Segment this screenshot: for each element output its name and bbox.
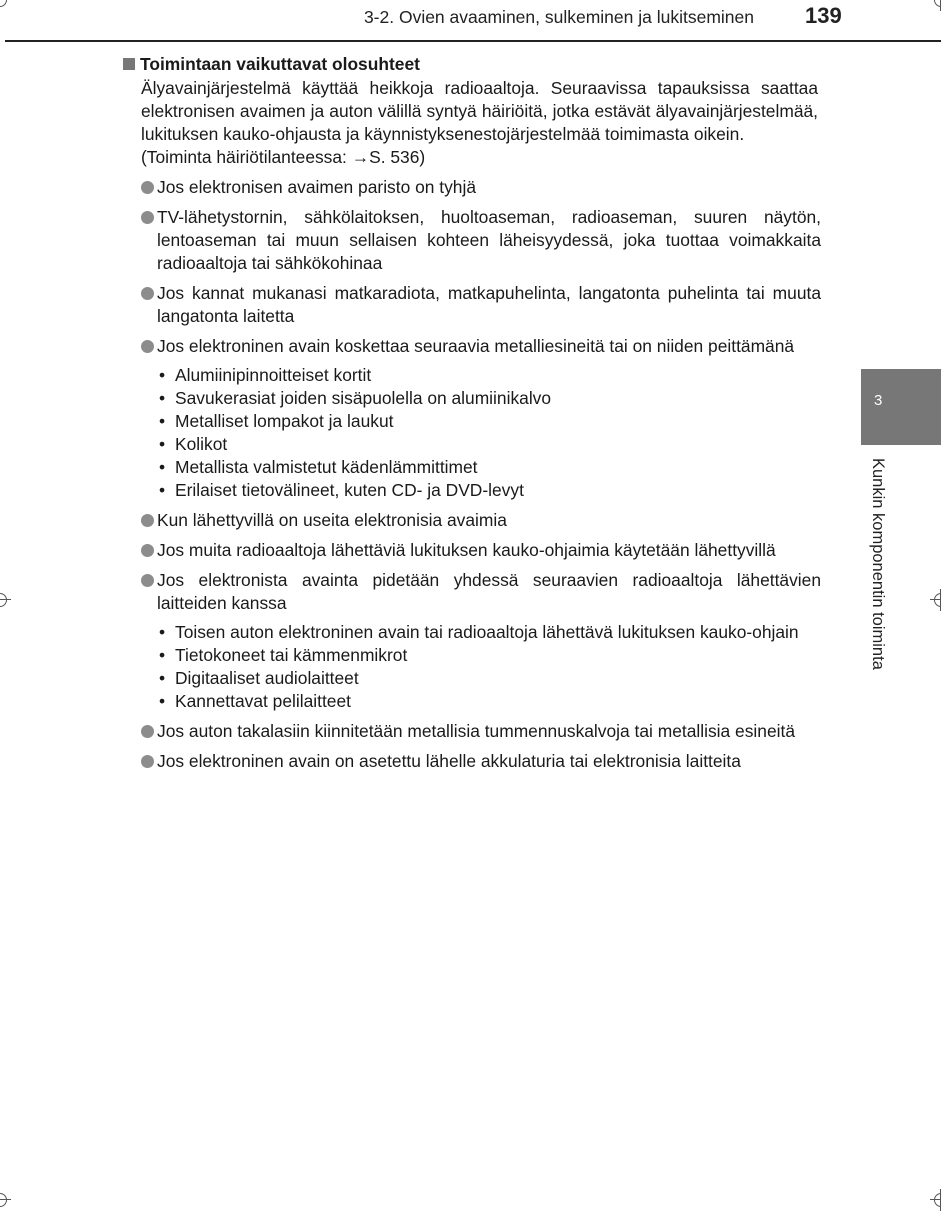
sublist-item: [123, 456, 823, 479]
sublist-item-text: Metalliset lompakot ja laukut: [175, 411, 394, 431]
crop-mark-icon: [0, 0, 11, 11]
middot-bullet-icon: •: [159, 411, 166, 431]
sublist-item: [123, 621, 823, 644]
list-item-text: Jos elektroninen avain koskettaa seuraavia metalliesineitä tai on niiden peittämänä: [157, 336, 795, 356]
list-item-text: Jos elektronista avainta pidetään yhdessä seuraavien radioaaltoja lähettävien laitteiden kanssa: [157, 570, 821, 613]
circle-bullet-icon: [141, 211, 154, 224]
middot-bullet-icon: •: [159, 365, 166, 385]
list-item: [123, 176, 823, 199]
list-item-text: Jos elektronisen avaimen paristo on tyhjä: [157, 177, 477, 197]
middot-bullet-icon: •: [159, 668, 166, 688]
middot-bullet-icon: •: [159, 388, 166, 408]
list-item: [123, 720, 823, 743]
sublist-item: [123, 387, 823, 410]
sublist-item-text: Digitaaliset audiolaitteet: [175, 668, 359, 688]
middot-bullet-icon: •: [159, 645, 166, 665]
sublist-item-text: Metallista valmistetut kädenlämmittimet: [175, 457, 478, 477]
sublist-item-text: Kannettavat pelilaitteet: [175, 691, 351, 711]
sublist-item-text: Toisen auton elektroninen avain tai radioaaltoja lähettävä lukituksen kauko-ohjain: [175, 622, 799, 642]
circle-bullet-icon: [141, 574, 154, 587]
middot-bullet-icon: •: [159, 480, 166, 500]
circle-bullet-icon: [141, 287, 154, 300]
square-bullet-icon: [123, 58, 135, 70]
intro-paragraph: Älyavainjärjestelmä käyttää heikkoja radioaaltoja. Seuraavissa tapauksissa saattaa elektronisen avaimen ja auton välillä syntyä häiriöitä, jotka estävät älyavainjärjestelmää, lukituksen kauko-ohjausta ja käynnistyksenestojärjestelmää toimimasta oikein.: [141, 78, 818, 144]
sublist-container: [123, 621, 823, 713]
middot-bullet-icon: •: [159, 457, 166, 477]
middot-bullet-icon: •: [159, 622, 166, 642]
list-item-text: Jos kannat mukanasi matkaradiota, matkapuhelinta, langatonta puhelinta tai muuta langatonta laitetta: [157, 283, 821, 326]
section-heading-text: Toimintaan vaikuttavat olosuhteet: [140, 54, 420, 74]
sublist-container: [123, 364, 823, 502]
crop-mark-icon: [0, 589, 11, 611]
list-item: [123, 509, 823, 532]
circle-bullet-icon: [141, 755, 154, 768]
sublist-item-text: Alumiinipinnoitteiset kortit: [175, 365, 372, 385]
chapter-tab: [861, 369, 941, 445]
list-item: [123, 539, 823, 562]
circle-bullet-icon: [141, 340, 154, 353]
sublist-item: [123, 667, 823, 690]
list-item: [123, 750, 823, 773]
crop-mark-icon: [930, 0, 941, 11]
crop-mark-icon: [930, 589, 941, 611]
sublist-item-text: Erilaiset tietovälineet, kuten CD- ja DVD-levyt: [175, 480, 524, 500]
sublist-item-text: Tietokoneet tai kämmenmikrot: [175, 645, 408, 665]
sublist-item-text: Savukerasiat joiden sisäpuolella on alumiinikalvo: [175, 388, 552, 408]
main-content: [123, 53, 823, 773]
header-rule: [5, 40, 941, 42]
sublist-item: [123, 410, 823, 433]
circle-bullet-icon: [141, 514, 154, 527]
circle-bullet-icon: [141, 544, 154, 557]
sublist-item: [123, 479, 823, 502]
circle-bullet-icon: [141, 725, 154, 738]
sublist-item: [123, 364, 823, 387]
sublist-item: [123, 690, 823, 713]
list-item: [123, 282, 823, 328]
page-header: [0, 0, 941, 42]
middot-bullet-icon: •: [159, 691, 166, 711]
sublist-item: [123, 433, 823, 456]
list-item-text: Jos elektroninen avain on asetettu lähelle akkulaturia tai elektronisia laitteita: [157, 751, 741, 771]
sublist: [123, 621, 823, 713]
crop-mark-icon: [0, 1189, 11, 1211]
sublist-item-text: Kolikot: [175, 434, 228, 454]
list-item-text: TV-lähetystornin, sähkölaitoksen, huoltoaseman, radioaseman, suuren näytön, lentoaseman tai muun sellaisen kohteen läheisyydessä, joka tuottaa voimakkaita radioaaltoja tai sähkökohinaa: [157, 207, 821, 273]
chapter-label: Kunkin komponentin toiminta: [869, 458, 887, 670]
list-item-text: Jos auton takalasiin kiinnitetään metallisia tummennuskalvoja tai metallisia esineitä: [157, 721, 795, 741]
section-heading: [123, 53, 823, 76]
list-item-text: Jos muita radioaaltoja lähettäviä lukituksen kauko-ohjaimia käytetään lähettyvillä: [157, 540, 776, 560]
list-item-text: Kun lähettyvillä on useita elektronisia avaimia: [157, 510, 507, 530]
sublist-item: [123, 644, 823, 667]
crop-mark-icon: [930, 1189, 941, 1211]
list-item: [123, 206, 823, 275]
list-item: [123, 569, 823, 615]
sublist: [123, 364, 823, 502]
list-item: [123, 335, 823, 358]
page-number: 139: [805, 3, 842, 28]
section-title: 3-2. Ovien avaaminen, sulkeminen ja lukitseminen: [363, 7, 754, 27]
circle-bullet-icon: [141, 181, 154, 194]
reference-note: (Toiminta häiriötilanteessa: →S. 536): [141, 147, 426, 167]
middot-bullet-icon: •: [159, 434, 166, 454]
chapter-number: 3: [874, 392, 883, 409]
condition-list: [123, 176, 823, 773]
